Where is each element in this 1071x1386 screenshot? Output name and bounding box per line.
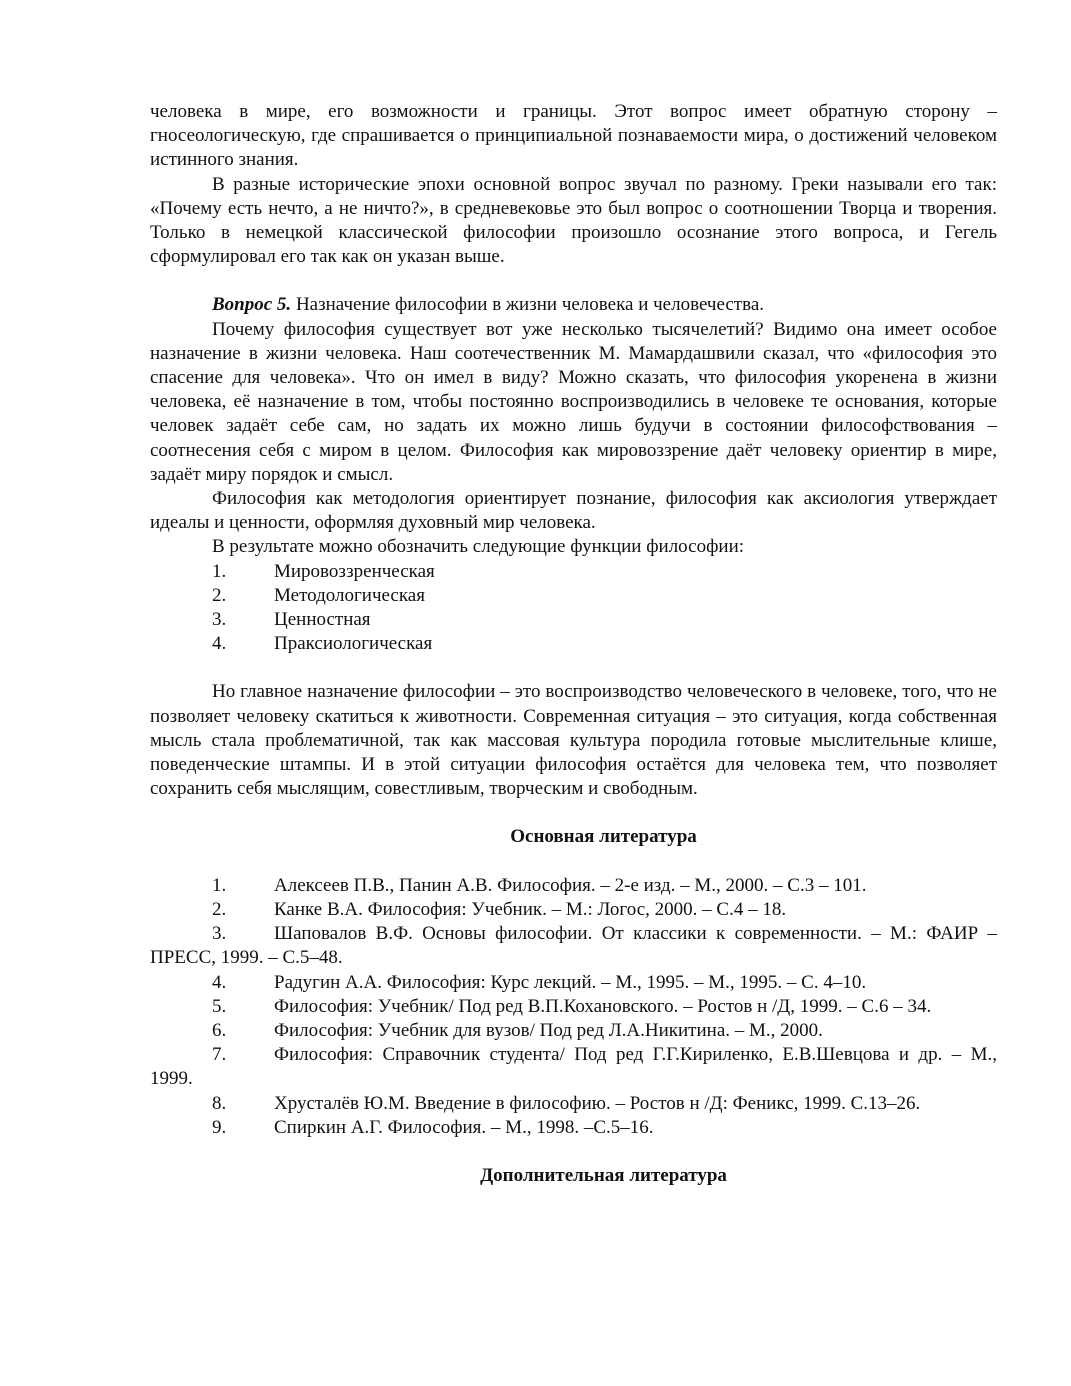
spacer <box>150 850 997 874</box>
list-item-number: 2. <box>212 584 227 606</box>
main-literature-heading: Основная литература <box>510 826 697 848</box>
list-item-text: Мировоззренческая <box>274 560 435 582</box>
additional-literature-heading: Дополнительная литература <box>480 1164 727 1186</box>
reference-text: Спиркин А.Г. Философия. – М., 1998. –С.5–16. <box>274 1116 654 1138</box>
reference-text: Философия: Учебник/ Под ред В.П.Кохановского. – Ростов н /Д, 1999. – С.6 – 34. <box>274 995 932 1017</box>
spacer <box>150 1140 997 1164</box>
reference-text: Хрусталёв Ю.М. Введение в философию. – Ростов н /Д: Феникс, 1999. С.13–26. <box>274 1092 921 1114</box>
reference-number: 3. <box>212 923 227 945</box>
reference-number: 8. <box>212 1092 227 1114</box>
list-item-number: 1. <box>212 560 227 582</box>
reference-number: 4. <box>212 971 227 993</box>
reference-number: 5. <box>212 995 227 1017</box>
reference-text: Алексеев П.В., Панин А.В. Философия. – 2-е изд. – М., 2000. – С.3 – 101. <box>274 874 867 896</box>
spacer <box>150 801 997 825</box>
reference-item <box>150 874 997 898</box>
question-5-label: Вопрос 5. <box>212 294 292 316</box>
reference-number: 9. <box>212 1116 227 1138</box>
list-item-number: 3. <box>212 609 227 631</box>
main-literature-list <box>150 874 997 1140</box>
reference-item <box>150 1019 997 1043</box>
question-5-paragraph-1: Почему философия существует вот уже несколько тысячелетий? Видимо она имеет особое назначение в жизни человека. Наш соотечественник М. Мамардашвили сказал, что «философия это спасение для человека». Что он имел в виду? Можно сказать, что философия укоренена в жизни человека, её назначение в том, чтобы постоянно воспроизводились в человеке те основания, которые человек задаёт себе сам, но задать их можно лишь будучи в состоянии философствования – соотнесения себя с миром в целом. Философия как мировоззрение даёт человеку ориентир в мире, задаёт миру порядок и смысл. <box>150 318 997 485</box>
reference-item <box>150 1092 997 1116</box>
question-5-paragraph-3: В результате можно обозначить следующие функции философии: <box>212 536 745 558</box>
reference-item <box>150 922 997 970</box>
functions-list <box>150 560 997 657</box>
list-item <box>150 632 997 656</box>
question-5-title: Назначение философии в жизни человека и человечества. <box>291 294 765 316</box>
question-5-paragraph-4: Но главное назначение философии – это воспроизводство человеческого в человеке, того, что не позволяет человеку скатиться к животности. Современная ситуация – это ситуация, когда собственная мысль стала проблематичной, так как массовая культура породила готовые мыслительные клише, поведенческие штампы. И в этой ситуации философия остаётся для человека тем, что позволяет сохранить себя мыслящим, совестливым, творческим и свободным. <box>150 681 997 800</box>
document-page <box>150 100 997 1188</box>
reference-number: 1. <box>212 874 227 896</box>
intro-paragraph-1: человека в мире, его возможности и границы. Этот вопрос имеет обратную сторону – гносеологическую, где спрашивается о принципиальной познаваемости мира, о достижений человеком истинного знания. <box>150 101 997 171</box>
spacer <box>150 269 997 293</box>
list-item-number: 4. <box>212 633 227 655</box>
reference-text: Шаповалов В.Ф. Основы философии. От классики к современности. – М.: ФАИР – ПРЕСС, 1999. – С.5–48. <box>150 923 997 969</box>
reference-number: 2. <box>212 898 227 920</box>
list-item-text: Праксиологическая <box>274 633 433 655</box>
reference-item <box>150 898 997 922</box>
question-5-heading <box>150 293 997 317</box>
reference-item <box>150 971 997 995</box>
list-item <box>150 560 997 584</box>
list-item <box>150 608 997 632</box>
list-item <box>150 584 997 608</box>
reference-number: 6. <box>212 1019 227 1041</box>
list-item-text: Методологическая <box>274 584 425 606</box>
spacer <box>150 656 997 680</box>
reference-text: Философия: Учебник для вузов/ Под ред Л.А.Никитина. – М., 2000. <box>274 1019 823 1041</box>
reference-item <box>150 995 997 1019</box>
reference-number: 7. <box>212 1044 227 1066</box>
intro-paragraph-2: В разные исторические эпохи основной вопрос звучал по разному. Греки называли его так: «Почему есть нечто, а не ничто?», в средневековье это был вопрос о соотношении Творца и творения. Только в немецкой классической философии произошло осознание этого вопроса, и Гегель сформулировал его так как он указан выше. <box>150 173 997 268</box>
question-5-paragraph-2: Философия как методология ориентирует познание, философия как аксиология утверждает идеалы и ценности, оформляя духовный мир человека. <box>150 488 997 534</box>
reference-text: Философия: Справочник студента/ Под ред Г.Г.Кириленко, Е.В.Шевцова и др. – М., 1999. <box>150 1044 997 1090</box>
reference-text: Радугин А.А. Философия: Курс лекций. – М., 1995. – М., 1995. – С. 4–10. <box>274 971 867 993</box>
reference-item <box>150 1116 997 1140</box>
reference-item <box>150 1043 997 1091</box>
reference-text: Канке В.А. Философия: Учебник. – М.: Логос, 2000. – С.4 – 18. <box>274 898 787 920</box>
list-item-text: Ценностная <box>274 609 371 631</box>
